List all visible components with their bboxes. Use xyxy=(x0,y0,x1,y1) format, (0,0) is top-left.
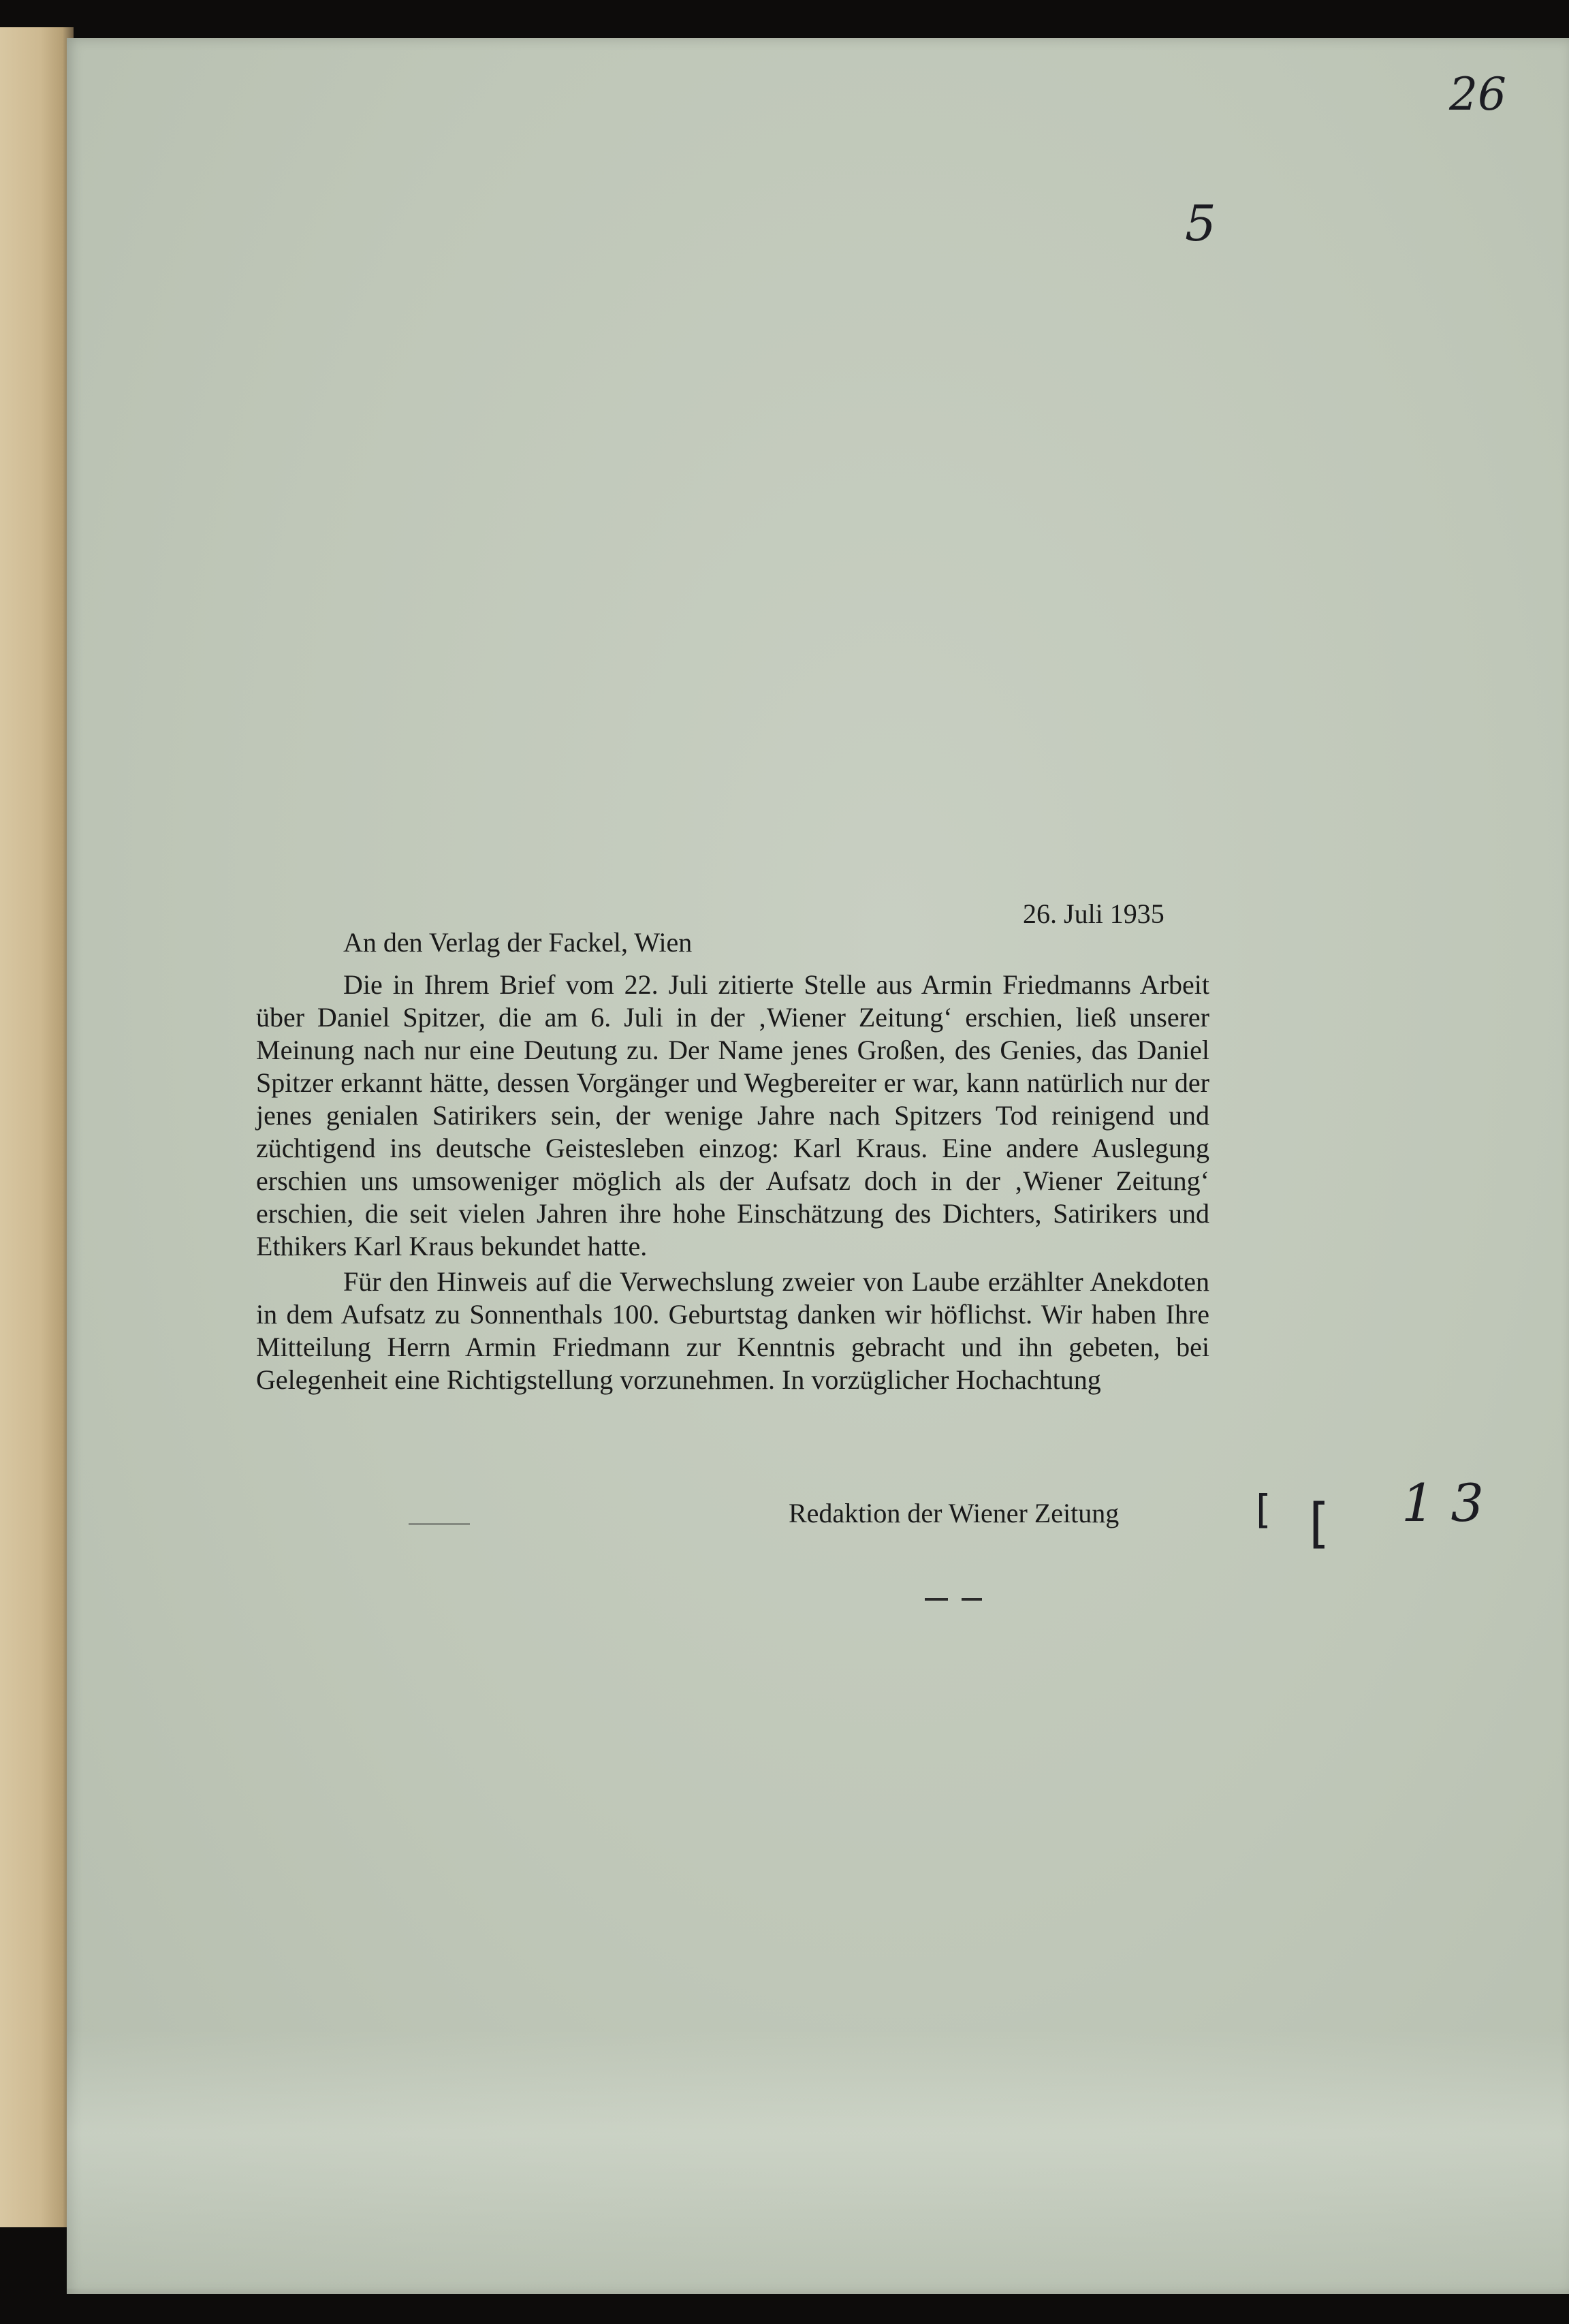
folio-number: 26 xyxy=(1449,68,1506,121)
edit-bracket-mark: [ xyxy=(1256,1486,1271,1533)
page-mark: 5 xyxy=(1185,195,1216,252)
edit-bracket-mark: [ xyxy=(1309,1493,1330,1554)
edit-handwritten-mark: 1 3 xyxy=(1401,1473,1484,1533)
letter-addressee: An den Verlag der Fackel, Wien xyxy=(343,927,693,958)
underlying-page-edge xyxy=(0,27,74,2227)
pencil-stroke xyxy=(409,1523,470,1525)
letter-date: 26. Juli 1935 xyxy=(1023,898,1164,929)
letter-paragraph-1: Die in Ihrem Brief vom 22. Juli zitierte Stelle aus Armin Friedmanns Arbeit über Daniel Spitzer, die am 6. Juli in der ‚Wiener Zeitung‘ erschien, ließ unserer Meinung nach nur eine Deutung zu. Der Name jenes Großen, des Genies, das Daniel Spitzer erkannt hätte, dessen Vorgänger und Wegbereiter er war, kann natürlich nur der jenes genialen Satirikers sein, der wenige Jahre nach Spitzers Tod reinigend und züchtigend ins deutsche Geistesleben einzog: Karl Kraus. Eine andere Auslegung erschien uns umsoweniger möglich als der Aufsatz doch in der ‚Wiener Zeitung‘ erschien, die seit vielen Jahren ihre hohe Einschätzung des Dichters, Satirikers und Ethikers Karl Kraus bekundet hatte. xyxy=(256,969,1209,1261)
end-dash xyxy=(962,1598,982,1601)
letter-signature: Redaktion der Wiener Zeitung xyxy=(789,1498,1120,1528)
letter-body xyxy=(256,969,1209,1399)
letter-paragraph-2: Für den Hinweis auf die Verwechslung zweier von Laube erzählter Anekdoten in dem Aufsatz zu Sonnenthals 100. Geburtstag danken wir höflichst. Wir haben Ihre Mitteilung Herrn Armin Friedmann zur Kenntnis gebracht und ihn gebeten, bei Gelegenheit eine Richtigstellung vorzunehmen. In vorzüglicher Hochachtung xyxy=(256,1266,1209,1395)
end-dash xyxy=(925,1598,948,1601)
